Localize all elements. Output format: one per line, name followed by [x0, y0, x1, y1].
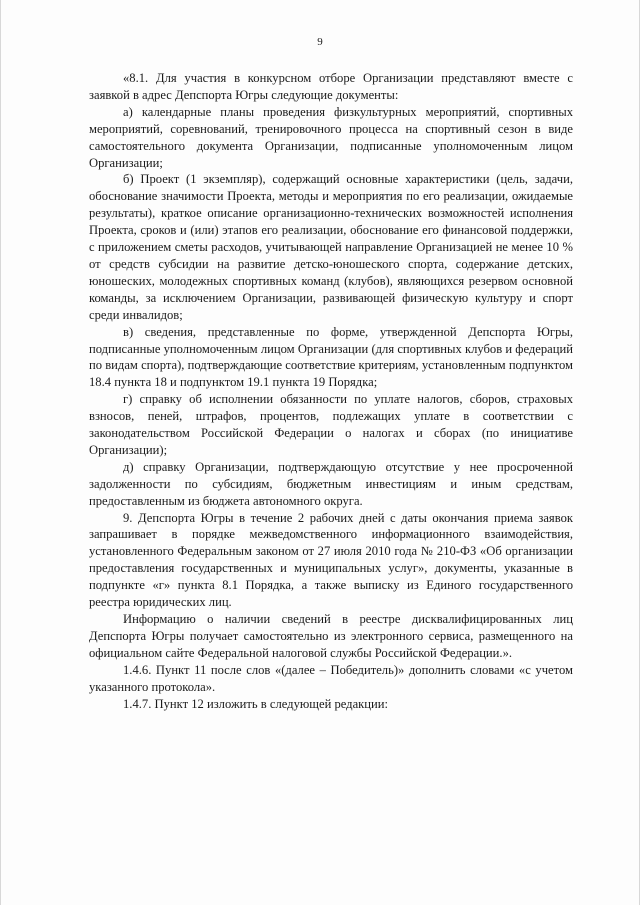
paragraph-item-d: д) справку Организации, подтверждающую отсутствие у нее просроченной задолженности по субсидиям, бюджетным инвестициям и иным средствам, предоставленным из бюджета автономного округа.	[89, 459, 573, 508]
paragraph-item-g: г) справку об исполнении обязанности по уплате налогов, сборов, страховых взносов, пеней, штрафов, процентов, подлежащих уплате в соответствии с законодательством Российской Федерации о налогах и сборах (по инициативе Организации);	[89, 392, 573, 457]
page-number: 9	[317, 36, 323, 48]
paragraph-item-v: в) сведения, представленные по форме, утвержденной Депспорта Югры, подписанные уполномоченным лицом Организации (для спортивных клубов и федераций по видам спорта), подтверждающие соответствие критериям, установленным подпунктом 18.4 пункта 18 и подпунктом 19.1 пункта 19 Порядка;	[89, 324, 573, 390]
paragraph-item-a: а) календарные планы проведения физкультурных мероприятий, спортивных мероприятий, соревнований, тренировочного процесса на спортивный сезон в виде самостоятельного документа Организации, подписанные уполномоченным лицом Организации;	[89, 104, 573, 170]
paragraph-1-4-6: 1.4.6. Пункт 11 после слов «(далее – Победитель)» дополнить словами «с учетом указанного протокола».	[89, 662, 573, 694]
paragraph-disqualified-registry: Информацию о наличии сведений в реестре дисквалифицированных лиц Депспорта Югры получает самостоятельно из электронного сервиса, размещенного на официальном сайте Федеральной налоговой службы Российской Федерации.».	[89, 612, 573, 660]
paragraph-1-4-7: 1.4.7. Пункт 12 изложить в следующей редакции:	[123, 696, 389, 711]
paragraph-8-1-intro: «8.1. Для участия в конкурсном отборе Организации представляют вместе с заявкой в адрес Депспорта Югры следующие документы:	[89, 71, 573, 102]
document-body	[89, 70, 573, 712]
paragraph-9: 9. Депспорта Югры в течение 2 рабочих дней с даты окончания приема заявок запрашивает в порядке межведомственного информационного взаимодействия, установленного Федеральным законом от 27 июля 2010 года № 210-ФЗ «Об организации предоставления государственных и муниципальных услуг», документы, указанные в подпункте «г» пункта 8.1 Порядка, а также выписку из Единого государственного реестра юридических лиц.	[89, 510, 573, 610]
paragraph-item-b: б) Проект (1 экземпляр), содержащий основные характеристики (цель, задачи, обоснование значимости Проекта, методы и мероприятия по его реализации, ожидаемые результаты), краткое описание организационно-технических возможностей исполнения Проекта, сроков и (или) этапов его реализации, обоснование его финансовой поддержки, с приложением сметы расходов, учитывающей направление Организацией не менее 10 % от средств субсидии на развитие детско-юношеского спорта, содержание детских, юношеских, молодежных спортивных команд (клубов), являющихся резервом основной команды, за исключением Организации, развивающей физическую культуру и спорт среди инвалидов;	[89, 172, 573, 322]
